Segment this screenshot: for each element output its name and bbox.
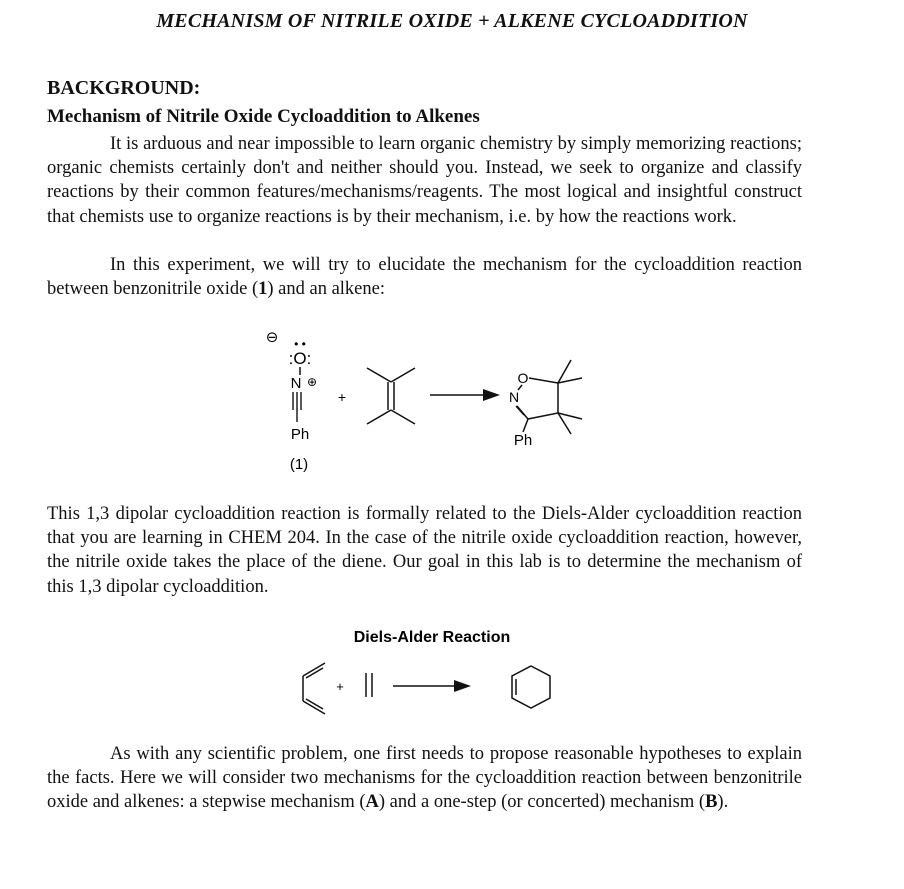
positive-charge: ⊕ <box>306 375 318 389</box>
hypotheses-text-2: ) and a one-step (or concerted) mechanism ( <box>378 792 706 813</box>
intro-paragraph: It is arduous and near impossible to learn organic chemistry by simply memorizing reactions; organic chemists certainly don't and neither should you. Instead, we seek to organize and classify reactions by their common features/mechanisms/reagents. The most logical and insightful construct that chemists use to organize reactions is by their mechanism, i.e. by how the reactions work. <box>47 134 802 227</box>
oxide-oxygen: :O: <box>288 349 312 368</box>
plus-sign-2: + <box>336 679 344 694</box>
experiment-text-1: In this experiment, we will try to elucidate the mechanism for the cycloaddition reaction between benzonitrile oxide ( <box>47 255 802 300</box>
compound-label: (1) <box>289 456 309 473</box>
negative-charge: ⊖ <box>265 329 279 346</box>
diels-alder-paragraph: This 1,3 dipolar cycloaddition reaction is formally related to the Diels-Alder cycloaddition reaction that you are learning in CHEM 204. In the case of the nitrile oxide cycloaddition reaction, however, the nitrile oxide takes the place of the diene. Our goal in this lab is to determine the mechanism of this 1,3 dipolar cycloaddition. <box>47 504 802 597</box>
ring-oxygen: O <box>517 370 529 386</box>
hypotheses-text-1: As with any scientific problem, one first needs to propose reasonable hypotheses to explain the facts. Here we will consider two mechanisms for the cycloaddition reaction between benzonitrile oxide and alkenes: a stepwise mechanism ( <box>47 744 802 813</box>
nitrogen-atom: N <box>290 375 302 392</box>
hypotheses-text-3: ). <box>717 792 729 813</box>
alkene-structure <box>367 368 415 424</box>
da-arrowhead <box>454 680 471 692</box>
mechanism-b-label: B <box>705 792 718 813</box>
arrowhead <box>483 389 500 401</box>
mechanism-a-label: A <box>365 792 379 813</box>
compound-number: 1 <box>258 279 268 300</box>
lone-pair-dots: • • <box>294 337 306 351</box>
experiment-text-2: ) and an alkene: <box>267 279 385 300</box>
nitrile-oxide-cycloaddition-scheme <box>255 322 615 482</box>
diels-alder-scheme <box>280 625 580 715</box>
page-title: MECHANISM OF NITRILE OXIDE + ALKENE CYCLOADDITION <box>156 10 748 32</box>
phenyl-label-1: Ph <box>290 426 310 443</box>
dienophile-structure <box>366 673 372 697</box>
cyclohexene-structure <box>512 666 550 708</box>
plus-sign: + <box>337 389 347 405</box>
experiment-paragraph <box>47 253 802 301</box>
diene-structure <box>303 663 325 714</box>
phenyl-label-2: Ph <box>513 432 533 449</box>
hypotheses-paragraph <box>47 742 802 815</box>
diels-alder-title: Diels-Alder Reaction <box>353 629 511 646</box>
section-subheading: Mechanism of Nitrile Oxide Cycloaddition to Alkenes <box>47 106 480 127</box>
ring-nitrogen: N <box>508 389 520 405</box>
background-heading: BACKGROUND: <box>47 77 201 99</box>
